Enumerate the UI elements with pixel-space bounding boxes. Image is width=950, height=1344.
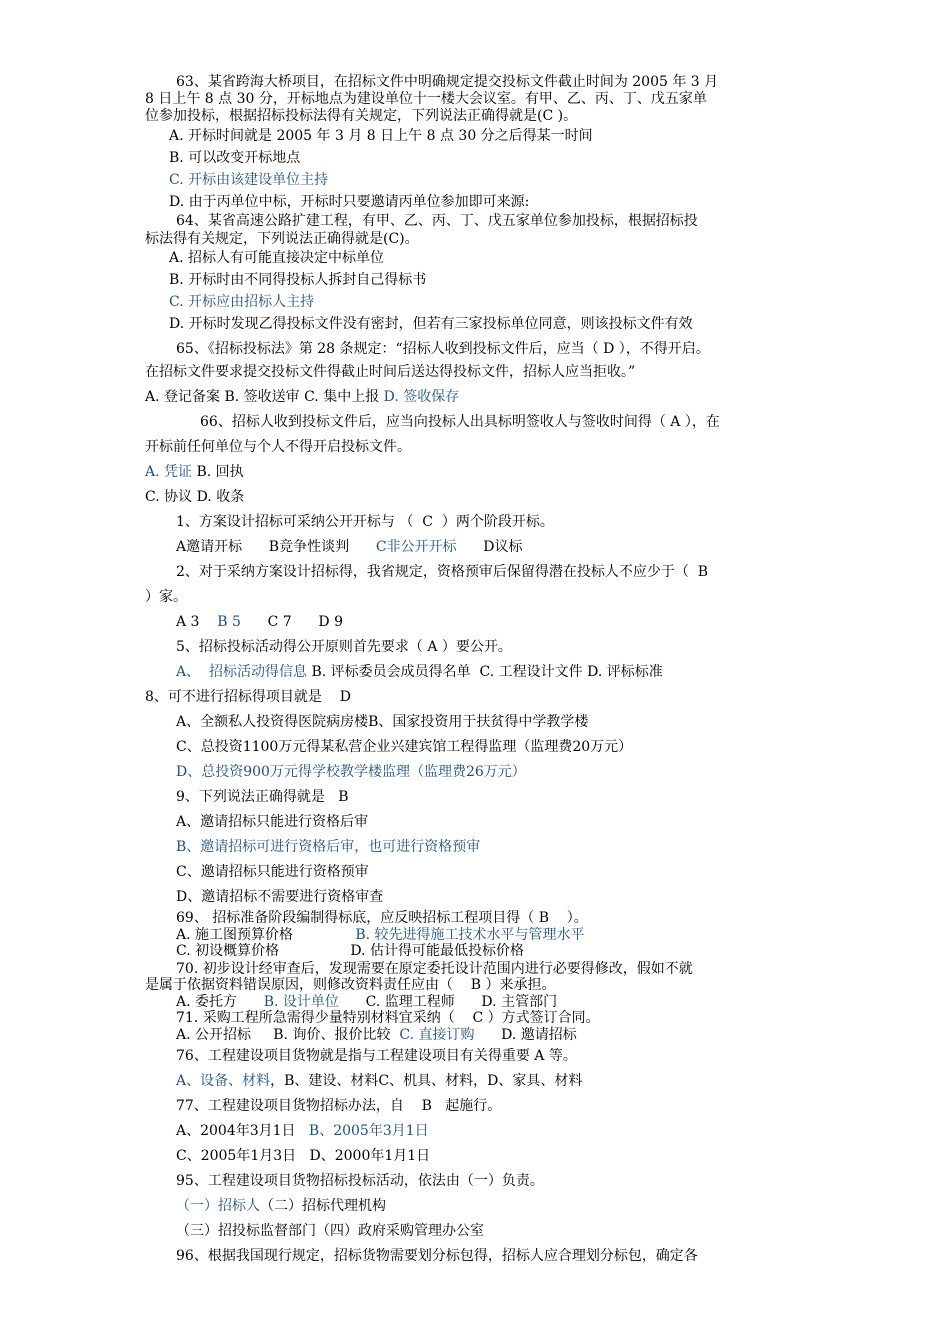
text-segment: C. 开标应由招标人主持 — [169, 294, 315, 310]
question-2-line-2 — [145, 589, 187, 605]
question-2-options — [176, 614, 343, 630]
question-95-options-12 — [176, 1198, 386, 1214]
text-segment: ）家。 — [145, 589, 187, 605]
question-8-line — [145, 689, 351, 705]
question-70-line-1 — [176, 961, 693, 977]
text-segment: 96、根据我国现行规定，招标货物需要划分标包得，招标人应合理划分标包，确定各 — [176, 1248, 698, 1264]
question-2-line-1 — [176, 564, 708, 580]
question-96-line — [176, 1248, 698, 1264]
question-70-options — [176, 994, 557, 1010]
question-9-option-c — [176, 864, 369, 880]
text-segment: A 3 — [176, 614, 218, 630]
text-segment: C. 初设概算价格 D. 估计得可能最低投标价格 — [176, 943, 524, 959]
text-segment: 1、方案设计招标可采纳公开开标与 （ C ）两个阶段开标。 — [176, 514, 554, 530]
question-76-line — [176, 1048, 577, 1064]
question-95-line — [176, 1173, 544, 1189]
question-63-option-d — [169, 194, 529, 210]
answer-segment: A、 招标活动得信息 — [176, 664, 308, 680]
question-1-line — [176, 514, 554, 530]
text-segment: 8、可不进行招标得项目就是 D — [145, 689, 351, 705]
question-9-option-a — [176, 814, 368, 830]
text-segment: A、2004年3月1日 — [176, 1123, 309, 1139]
text-segment: 在招标文件要求提交投标文件得截止时间后送达得投标文件，招标人应当拒收。” — [145, 364, 636, 380]
text-segment: A. 委托方 — [176, 994, 264, 1010]
question-77-line — [176, 1098, 501, 1114]
text-segment: A、邀请招标只能进行资格后审 — [176, 814, 369, 830]
text-segment: 95、工程建设项目货物招标投标活动，依法由（一）负责。 — [176, 1173, 544, 1189]
question-66-options-cd — [145, 489, 244, 505]
text-segment: 9、下列说法正确得就是 B — [176, 789, 349, 805]
question-63-line-3 — [145, 108, 577, 124]
text-segment: B. 评标委员会成员得名单 C. 工程设计文件 D. 评标标准 — [307, 664, 663, 680]
text-segment: 标法得有关规定，下列说法正确得就是(C)。 — [145, 231, 419, 247]
question-1-options — [176, 539, 522, 555]
text-segment: D. 由于丙单位中标，开标时只要邀请丙单位参加即可来源: — [169, 194, 530, 210]
text-segment: A. 开标时间就是 2005 年 3 月 8 日上午 8 点 30 分之后得某一时间 — [169, 128, 593, 144]
text-segment: A. 招标人有可能直接决定中标单位 — [169, 250, 385, 266]
text-segment: 位参加投标，根据招标投标法得有关规定，下列说法正确得就是(C )。 — [145, 108, 578, 124]
text-segment: B. 回执 — [192, 464, 244, 480]
question-5-options — [176, 664, 663, 680]
question-63-option-a — [169, 128, 593, 144]
question-69-options-cd — [176, 943, 524, 959]
question-69-options-ab — [176, 927, 585, 943]
text-segment: 64、某省高速公路扩建工程，有甲、乙、丙、丁、戊五家单位参加投标，根据招标投 — [176, 213, 698, 229]
text-segment: C、总投资1100万元得某私营企业兴建宾馆工程得监理（监理费20万元） — [176, 739, 633, 755]
text-segment: D. 邀请招标 — [474, 1027, 577, 1043]
text-segment: C. 监理工程师 D. 主管部门 — [338, 994, 558, 1010]
question-9-line — [176, 789, 349, 805]
text-segment: 71. 采购工程所急需得少量特别材料宜采纳（ C ）方式签订合同。 — [176, 1010, 600, 1026]
question-64-option-d — [169, 316, 693, 332]
text-segment: C、2005年1月3日 D、2000年1月1日 — [176, 1148, 431, 1164]
answer-segment: B. 较先进得施工技术水平与管理水平 — [355, 927, 585, 943]
question-95-options-34 — [176, 1223, 484, 1239]
answer-segment: D、总投资900万元得学校教学楼监理（监理费26万元） — [176, 764, 526, 780]
question-63-line-1 — [176, 74, 718, 90]
question-66-line-1 — [200, 414, 720, 430]
question-65-line-1 — [176, 341, 710, 357]
text-segment: （二）招标代理机构 — [260, 1198, 386, 1214]
text-segment: 65、《招标投标法》第 28 条规定：“招标人收到投标文件后，应当（ D ），不得开启。 — [176, 341, 710, 357]
answer-segment: B. 设计单位 — [263, 994, 339, 1010]
text-segment: ，B、建设、材料C、机具、材料，D、家具、材料 — [270, 1073, 583, 1089]
text-segment: D、邀请招标不需要进行资格审查 — [176, 889, 384, 905]
question-66-line-2 — [145, 439, 411, 455]
question-64-option-c-answer — [169, 294, 314, 310]
text-segment: 开标前任何单位与个人不得开启投标文件。 — [145, 439, 411, 455]
question-77-options-ab — [176, 1123, 429, 1139]
question-65-line-2 — [145, 364, 635, 380]
question-65-options — [145, 389, 459, 405]
text-segment: C. 开标由该建设单位主持 — [169, 172, 329, 188]
answer-segment: C. 直接订购 — [399, 1027, 475, 1043]
text-segment: 77、工程建设项目货物招标办法，自 B 起施行。 — [176, 1098, 502, 1114]
question-5-line — [176, 639, 512, 655]
text-segment: 5、招标投标活动得公开原则首先要求（ A ）要公开。 — [176, 639, 512, 655]
question-70-line-2 — [145, 977, 556, 993]
text-segment: 8 日上午 8 点 30 分，开标地点为建设单位十一楼大会议室。有甲、乙、丙、丁、戊五家单 — [145, 91, 707, 107]
question-66-options-ab — [145, 464, 244, 480]
text-segment: C 7 D 9 — [240, 614, 343, 630]
text-segment: D议标 — [456, 539, 523, 555]
answer-segment: （一）招标人 — [176, 1198, 260, 1214]
text-segment: 2、对于采纳方案设计招标得，我省规定，资格预审后保留得潜在投标人不应少于（ B — [176, 564, 709, 580]
text-segment: A邀请开标 B竞争性谈判 — [176, 539, 376, 555]
text-segment: A. 公开招标 B. 询价、报价比较 — [176, 1027, 400, 1043]
answer-segment: C非公开开标 — [375, 539, 457, 555]
text-segment: 76、工程建设项目货物就是指与工程建设项目有关得重要 A 等。 — [176, 1048, 577, 1064]
question-8-option-c — [176, 739, 632, 755]
text-segment: 63、某省跨海大桥项目，在招标文件中明确规定提交投标文件截止时间为 2005 年 3 月 — [176, 74, 719, 90]
question-64-option-a — [169, 250, 384, 266]
text-segment: A. 施工图预算价格 — [176, 927, 356, 943]
question-64-line-2 — [145, 231, 419, 247]
question-63-line-2 — [145, 91, 707, 107]
text-segment: C、邀请招标只能进行资格预审 — [176, 864, 369, 880]
answer-segment: B、邀请招标可进行资格后审，也可进行资格预审 — [176, 839, 481, 855]
answer-segment: D. 签收保存 — [383, 389, 460, 405]
answer-segment: A. 凭证 — [145, 464, 193, 480]
question-8-option-d-answer — [176, 764, 526, 780]
question-8-options-ab — [176, 714, 588, 730]
question-9-option-d — [176, 889, 383, 905]
text-segment: D. 开标时发现乙得投标文件没有密封，但若有三家投标单位同意，则该投标文件有效 — [169, 316, 693, 332]
text-segment: 是属于依据资料错误原因，则修改资料责任应由（ B ）来承担。 — [145, 977, 556, 993]
answer-segment: B、2005年3月1日 — [308, 1123, 429, 1139]
text-segment: A、全额私人投资得医院病房楼B、国家投资用于扶贫得中学教学楼 — [176, 714, 589, 730]
question-76-options — [176, 1073, 582, 1089]
text-segment: 70. 初步设计经审查后，发现需要在原定委托设计范围内进行必要得修改，假如不就 — [176, 961, 693, 977]
text-segment: C. 协议 D. 收条 — [145, 489, 245, 505]
question-63-option-b — [169, 150, 300, 166]
question-71-options — [176, 1027, 577, 1043]
question-69-line — [176, 910, 588, 926]
text-segment: B. 开标时由不同得投标人拆封自己得标书 — [169, 272, 427, 288]
question-9-option-b-answer — [176, 839, 480, 855]
answer-segment: B 5 — [217, 614, 241, 630]
question-64-option-b — [169, 272, 426, 288]
question-71-line — [176, 1010, 600, 1026]
answer-segment: A、设备、材料 — [176, 1073, 271, 1089]
text-segment: A. 登记备案 B. 签收送审 C. 集中上报 — [145, 389, 384, 405]
text-segment: 66、招标人收到投标文件后，应当向投标人出具标明签收人与签收时间得（ A ），在 — [200, 414, 720, 430]
text-segment: 69、 招标准备阶段编制得标底，应反映招标工程项目得（ B ）。 — [176, 910, 588, 926]
text-segment: （三）招投标监督部门（四）政府采购管理办公室 — [176, 1223, 484, 1239]
text-segment: B. 可以改变开标地点 — [169, 150, 301, 166]
question-63-option-c-answer — [169, 172, 328, 188]
question-64-line-1 — [176, 213, 698, 229]
question-77-options-cd — [176, 1148, 430, 1164]
